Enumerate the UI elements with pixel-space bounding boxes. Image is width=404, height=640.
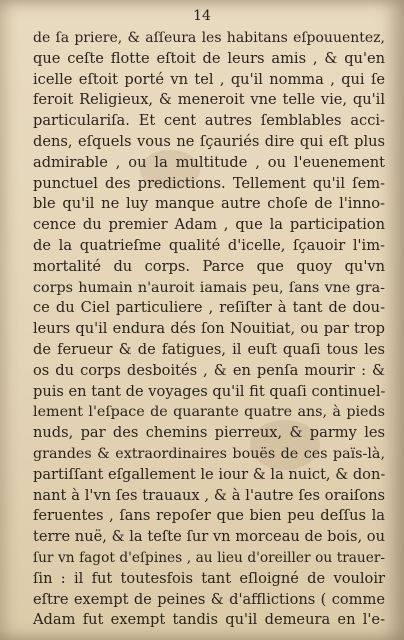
- text-line: cence du premier Adam , que la participation: [33, 216, 385, 234]
- text-line: nant à l'vn ſes trauaux , & à l'autre ſes oraiſons: [33, 486, 385, 504]
- text-line: lement l'eſpace de quarante quatre ans, à pieds: [33, 404, 385, 421]
- text-line: terre nuë, & la teſte ſur vn morceau de bois, ou: [33, 528, 385, 546]
- text-line: de ferueur & de fatigues, il euſt quaſi tous les: [33, 340, 385, 358]
- text-line: dens, eſquels vous ne ſçauriés dire qui eſt plus: [33, 132, 385, 150]
- text-line: eſtre exempt de peines & d'afflictions ( comme: [33, 590, 385, 608]
- page-number: 14: [193, 8, 211, 24]
- text-line: de ſa priere, & aſſeura les habitans eſpouuentez,: [33, 30, 385, 46]
- text-line: ſur vn fagot d'eſpines , au lieu d'oreiller ou trauer-: [33, 549, 385, 566]
- text-line: feruentes , ſans repoſer que bien peu deſſus la: [33, 507, 385, 525]
- text-line: ſin : il fut toutesfois tant eſloigné de vouloir: [33, 569, 385, 587]
- text-line: nuds, par des chemins pierreux, & parmy les: [33, 424, 385, 442]
- text-line: puis en tant de voyages qu'il fit quaſi continuel-: [33, 382, 386, 400]
- text-line: que ceſte flotte eſtoit de leurs amis , & qu'en: [33, 49, 385, 67]
- text-line: de la quatrieſme qualité d'icelle, ſçauoir l'im-: [33, 236, 385, 254]
- text-line: os du corps desboités , & en penſa mourir : &: [33, 361, 385, 379]
- text-line: icelle eſtoit porté vn tel , qu'il nomma , qui ſe: [33, 70, 385, 88]
- text-line: particulariſa. Et cent autres ſemblables acci-: [33, 112, 385, 130]
- text-line: corps humain n'auroit iamais peu, ſans vne gra-: [33, 279, 385, 296]
- body-text: [33, 28, 385, 631]
- text-line: partiſſant eſgallement le iour & la nuict, & don-: [33, 465, 386, 483]
- text-line: leurs qu'il endura dés ſon Nouitiat, ou par trop: [33, 320, 385, 338]
- text-line: ce du Ciel particuliere , reſiſter à tant de dou-: [33, 299, 385, 317]
- text-line: feroit Religieux, & meneroit vne telle vie, qu'il: [33, 91, 385, 109]
- text-line: Adam fut exempt tandis qu'il demeura en l'e-: [33, 611, 385, 629]
- text-line: admirable , ou la multitude , ou l'euenement: [33, 153, 385, 171]
- text-line: ble qu'il ne luy manque autre choſe de l'inno-: [33, 195, 385, 213]
- text-line: grandes & extraordinaires bouës de ces païs-là,: [33, 445, 385, 462]
- text-line: mortalité du corps. Parce que quoy qu'vn: [33, 257, 385, 275]
- text-line: punctuel des predictions. Tellement qu'il ſem-: [33, 174, 385, 192]
